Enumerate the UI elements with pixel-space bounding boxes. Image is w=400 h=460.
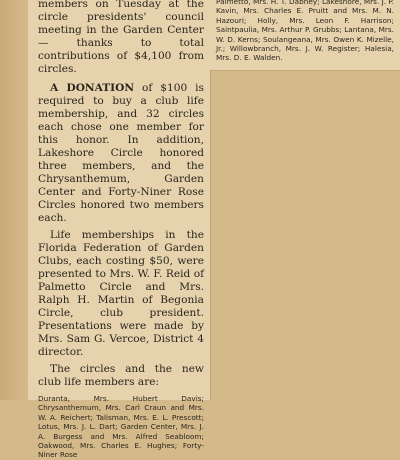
article-paragraph-2 bbox=[38, 82, 204, 225]
newspaper-clipping-right bbox=[210, 0, 400, 71]
paragraph-2-body: of $100 is required to buy a club life membership, and 32 circles each chose one member for this honor. In addition, Lakeshore Circle honored three members, and the Chrysanthemum, Garden Center and Forty-Niner Rose Circles honored two members each. bbox=[38, 82, 204, 224]
scrapbook-page-edge bbox=[0, 0, 28, 400]
article-paragraph-1: members on Tuesday at the circle presidents' council meeting in the Garden Center — thanks to total contributions of $4,100 from circles. bbox=[38, 0, 204, 75]
newspaper-clipping-left bbox=[28, 0, 210, 460]
article-paragraph-3: Life memberships in the Florida Federation of Garden Clubs, each costing $50, were presented to Mrs. W. F. Reid of Palmetto Circle and Mrs. Ralph H. Martin of Begonia Circle, club president. Presentations were made by Mrs. Sam G. Vercoe, District 4 director. bbox=[38, 229, 204, 358]
paragraph-lead-caps: A DONATION bbox=[50, 82, 134, 94]
member-list: Duranta, Mrs. Hubert Davis; Chrysanthemum, Mrs. Carl Craun and Mrs. W. A. Reichert; Talisman, Mrs. E. L. Prescott; Lotus, Mrs. J. L. Dart; Garden Center, Mrs. J. A. Burgess and Mrs. Alfred Seabloom; Oakwood, Mrs. Charles E. Hughes; Forty-Niner Rose bbox=[38, 394, 204, 460]
article-column bbox=[38, 0, 204, 460]
article-paragraph-4: The circles and the new club life members are: bbox=[38, 363, 204, 388]
member-list-continued: Palmetto, Mrs. H. T. Dabney; Lakeshore, Mrs. J. P. Kavin, Mrs. Charles E. Pruitt and Mrs. M. N. Hazouri; Holly, Mrs. Leon F. Harrison; Saintpaulia, Mrs. Arthur P. Grubbs; Lantana, Mrs. W. D. Kerns; Soulangeana, Mrs. Owen K. Mizelle, Jr.; Willowbranch, Mrs. J. W. Register; Halesia, Mrs. D. E. Walden. bbox=[216, 0, 394, 63]
